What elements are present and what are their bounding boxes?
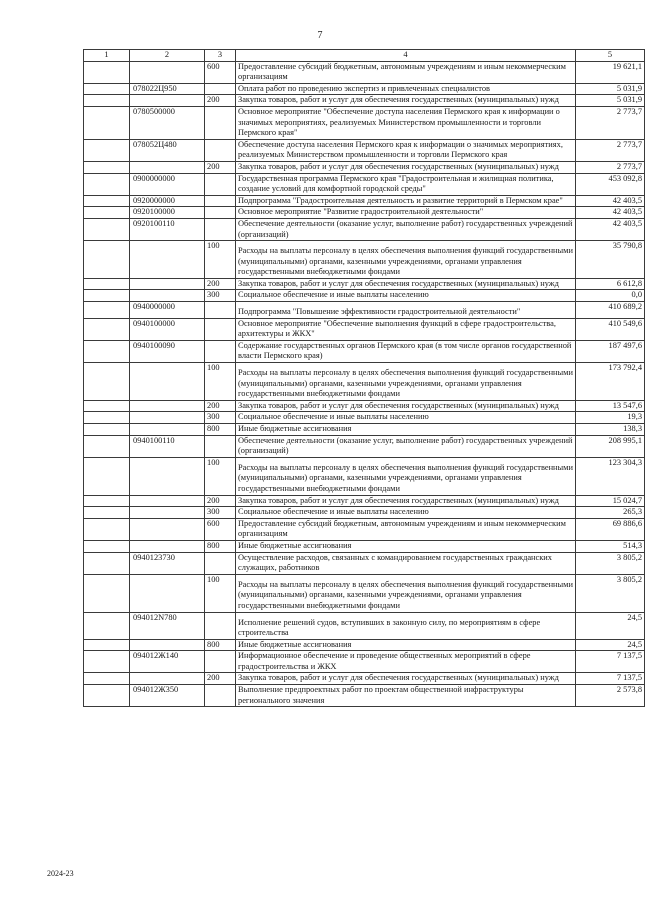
cell-blank (84, 400, 130, 412)
cell-blank (84, 412, 130, 424)
cell-type: 200 (205, 161, 236, 173)
cell-code: 0920100110 (130, 218, 205, 240)
table-row (84, 651, 645, 673)
cell-type (205, 173, 236, 195)
cell-name: Социальное обеспечение и иные выплаты населению (236, 507, 576, 519)
cell-name: Предоставление субсидий бюджетным, автономным учреждениям и иным некоммерческим организациям (236, 518, 576, 540)
cell-blank (84, 61, 130, 83)
header-row (84, 50, 645, 62)
cell-code: 078022Ц950 (130, 83, 205, 95)
cell-name: Исполнение решений судов, вступивших в законную силу, по мероприятиям в сфере строительства (236, 612, 576, 639)
header-col-5: 5 (576, 50, 645, 62)
cell-type: 800 (205, 540, 236, 552)
cell-code (130, 400, 205, 412)
cell-code (130, 412, 205, 424)
table-row (84, 639, 645, 651)
cell-code (130, 241, 205, 279)
table-row (84, 318, 645, 340)
cell-blank (84, 518, 130, 540)
cell-type: 200 (205, 400, 236, 412)
cell-code (130, 673, 205, 685)
cell-amount: 265,3 (576, 507, 645, 519)
cell-type: 200 (205, 495, 236, 507)
table-row (84, 495, 645, 507)
cell-blank (84, 302, 130, 319)
cell-code (130, 61, 205, 83)
cell-amount: 138,3 (576, 424, 645, 436)
cell-type (205, 340, 236, 362)
cell-code: 094012N780 (130, 612, 205, 639)
cell-blank (84, 207, 130, 219)
header-col-1: 1 (84, 50, 130, 62)
table-row (84, 552, 645, 574)
table-body (84, 61, 645, 707)
table-row (84, 278, 645, 290)
cell-code (130, 290, 205, 302)
cell-blank (84, 318, 130, 340)
cell-type: 300 (205, 507, 236, 519)
cell-blank (84, 574, 130, 612)
cell-amount: 208 995,1 (576, 435, 645, 457)
cell-type (205, 218, 236, 240)
cell-code (130, 507, 205, 519)
table-row (84, 218, 645, 240)
cell-amount: 410 549,6 (576, 318, 645, 340)
cell-type: 800 (205, 424, 236, 436)
cell-amount: 123 304,3 (576, 457, 645, 495)
cell-name: Закупка товаров, работ и услуг для обеспечения государственных (муниципальных) нужд (236, 400, 576, 412)
cell-amount: 5 031,9 (576, 83, 645, 95)
cell-code (130, 639, 205, 651)
header-col-3: 3 (205, 50, 236, 62)
cell-amount: 514,3 (576, 540, 645, 552)
cell-name: Закупка товаров, работ и услуг для обеспечения государственных (муниципальных) нужд (236, 495, 576, 507)
cell-name: Обеспечение доступа населения Пермского края к информации о значимых мероприятиях, реализуемых Министерством промышленности и торговли Пермского края (236, 139, 576, 161)
table-row (84, 612, 645, 639)
cell-blank (84, 651, 130, 673)
cell-code: 0940100110 (130, 435, 205, 457)
cell-code: 0940100090 (130, 340, 205, 362)
table-row (84, 241, 645, 279)
cell-name: Социальное обеспечение и иные выплаты населению (236, 290, 576, 302)
cell-name: Содержание государственных органов Пермского края (в том числе органов государственной власти Пермского края) (236, 340, 576, 362)
cell-code: 0920100000 (130, 207, 205, 219)
table-row (84, 95, 645, 107)
table-row (84, 457, 645, 495)
table-row (84, 424, 645, 436)
cell-amount: 187 497,6 (576, 340, 645, 362)
table-row (84, 518, 645, 540)
cell-amount: 453 092,8 (576, 173, 645, 195)
cell-amount: 6 612,8 (576, 278, 645, 290)
table-row (84, 507, 645, 519)
cell-blank (84, 673, 130, 685)
cell-code: 0940000000 (130, 302, 205, 319)
cell-amount: 3 805,2 (576, 552, 645, 574)
table-row (84, 400, 645, 412)
cell-type: 600 (205, 518, 236, 540)
page-number: 7 (317, 30, 323, 41)
table-row (84, 363, 645, 401)
cell-blank (84, 173, 130, 195)
cell-blank (84, 161, 130, 173)
cell-type (205, 106, 236, 139)
header-col-4: 4 (236, 50, 576, 62)
table-row (84, 106, 645, 139)
cell-blank (84, 95, 130, 107)
cell-type: 200 (205, 278, 236, 290)
cell-name: Закупка товаров, работ и услуг для обеспечения государственных (муниципальных) нужд (236, 673, 576, 685)
cell-amount: 173 792,4 (576, 363, 645, 401)
cell-blank (84, 340, 130, 362)
cell-blank (84, 685, 130, 707)
cell-code: 094012Ж140 (130, 651, 205, 673)
cell-code (130, 540, 205, 552)
cell-name: Закупка товаров, работ и услуг для обеспечения государственных (муниципальных) нужд (236, 161, 576, 173)
cell-amount: 69 886,6 (576, 518, 645, 540)
cell-name: Государственная программа Пермского края "Градостроительная и жилищная политика, создание условий для комфортной городской среды" (236, 173, 576, 195)
cell-name: Подпрограмма "Градостроительная деятельность и развитие территорий в Пермском крае" (236, 195, 576, 207)
table-row (84, 302, 645, 319)
table-row (84, 61, 645, 83)
cell-name: Предоставление субсидий бюджетным, автономным учреждениям и иным некоммерческим организациям (236, 61, 576, 83)
cell-code (130, 161, 205, 173)
table-row (84, 173, 645, 195)
cell-blank (84, 495, 130, 507)
cell-amount: 15 024,7 (576, 495, 645, 507)
cell-type (205, 207, 236, 219)
cell-type (205, 318, 236, 340)
cell-name: Информационное обеспечение и проведение общественных мероприятий в сфере градостроительства и ЖКХ (236, 651, 576, 673)
cell-code: 094012Ж350 (130, 685, 205, 707)
cell-code: 0920000000 (130, 195, 205, 207)
cell-amount: 5 031,9 (576, 95, 645, 107)
cell-type: 600 (205, 61, 236, 83)
cell-name: Выполнение предпроектных работ по проектам общественной инфраструктуры регионального значения (236, 685, 576, 707)
cell-type (205, 302, 236, 319)
table-row (84, 540, 645, 552)
cell-name: Основное мероприятие "Обеспечение доступа населения Пермского края к информации о значимых мероприятиях, реализуемых Министерством промышленности и торговли Пермского края" (236, 106, 576, 139)
cell-amount: 42 403,5 (576, 218, 645, 240)
cell-type: 200 (205, 673, 236, 685)
cell-code: 0940123730 (130, 552, 205, 574)
cell-name: Социальное обеспечение и иные выплаты населению (236, 412, 576, 424)
cell-amount: 7 137,5 (576, 673, 645, 685)
cell-blank (84, 424, 130, 436)
cell-amount: 7 137,5 (576, 651, 645, 673)
cell-name: Расходы на выплаты персоналу в целях обеспечения выполнения функций государственными (муниципальными) органами, казенными учреждениями, органами управления государственными внебюджетными фондами (236, 363, 576, 401)
cell-code (130, 518, 205, 540)
cell-type: 800 (205, 639, 236, 651)
cell-blank (84, 83, 130, 95)
table-row (84, 139, 645, 161)
cell-name: Закупка товаров, работ и услуг для обеспечения государственных (муниципальных) нужд (236, 278, 576, 290)
cell-amount: 410 689,2 (576, 302, 645, 319)
cell-blank (84, 106, 130, 139)
cell-blank (84, 457, 130, 495)
table-row (84, 685, 645, 707)
cell-name: Оплата работ по проведению экспертиз и привлеченных специалистов (236, 83, 576, 95)
footer-code: 2024-23 (47, 869, 74, 878)
cell-name: Иные бюджетные ассигнования (236, 424, 576, 436)
cell-amount: 0,0 (576, 290, 645, 302)
cell-code (130, 495, 205, 507)
cell-code (130, 457, 205, 495)
cell-name: Расходы на выплаты персоналу в целях обеспечения выполнения функций государственными (муниципальными) органами, казенными учреждениями, органами управления государственными внебюджетными фондами (236, 457, 576, 495)
cell-name: Обеспечение деятельности (оказание услуг, выполнение работ) государственных учреждений (организаций) (236, 218, 576, 240)
cell-code (130, 363, 205, 401)
cell-name: Расходы на выплаты персоналу в целях обеспечения выполнения функций государственными (муниципальными) органами, казенными учреждениями, органами управления государственными внебюджетными фондами (236, 574, 576, 612)
cell-type (205, 83, 236, 95)
table-row (84, 83, 645, 95)
cell-code: 0940100000 (130, 318, 205, 340)
cell-blank (84, 540, 130, 552)
cell-name: Закупка товаров, работ и услуг для обеспечения государственных (муниципальных) нужд (236, 95, 576, 107)
cell-amount: 2 773,7 (576, 161, 645, 173)
table-row (84, 574, 645, 612)
cell-type: 300 (205, 290, 236, 302)
cell-code (130, 95, 205, 107)
cell-blank (84, 612, 130, 639)
cell-name: Иные бюджетные ассигнования (236, 540, 576, 552)
cell-blank (84, 218, 130, 240)
cell-blank (84, 552, 130, 574)
table-row (84, 673, 645, 685)
cell-type (205, 435, 236, 457)
header-col-2: 2 (130, 50, 205, 62)
cell-code: 0900000000 (130, 173, 205, 195)
cell-name: Иные бюджетные ассигнования (236, 639, 576, 651)
cell-amount: 19,3 (576, 412, 645, 424)
table-row (84, 207, 645, 219)
budget-table (83, 49, 645, 707)
cell-name: Основное мероприятие "Обеспечение выполнения функций в сфере градостроительства, архитектуры и ЖКХ" (236, 318, 576, 340)
cell-amount: 2 573,8 (576, 685, 645, 707)
cell-name: Осуществление расходов, связанных с командированием государственных гражданских служащих, работников (236, 552, 576, 574)
cell-code: 078052Ц480 (130, 139, 205, 161)
cell-name: Расходы на выплаты персоналу в целях обеспечения выполнения функций государственными (муниципальными) органами, казенными учреждениями, органами управления государственными внебюджетными фондами (236, 241, 576, 279)
cell-amount: 35 790,8 (576, 241, 645, 279)
cell-blank (84, 139, 130, 161)
cell-type (205, 195, 236, 207)
table-row (84, 290, 645, 302)
cell-blank (84, 290, 130, 302)
table-row (84, 195, 645, 207)
cell-name: Основное мероприятие "Развитие градостроительной деятельности" (236, 207, 576, 219)
cell-amount: 19 621,1 (576, 61, 645, 83)
cell-blank (84, 278, 130, 290)
cell-blank (84, 195, 130, 207)
cell-amount: 3 805,2 (576, 574, 645, 612)
cell-code (130, 574, 205, 612)
cell-code (130, 278, 205, 290)
cell-blank (84, 241, 130, 279)
cell-blank (84, 639, 130, 651)
cell-type (205, 612, 236, 639)
table-row (84, 161, 645, 173)
cell-type (205, 139, 236, 161)
table-row (84, 412, 645, 424)
cell-blank (84, 507, 130, 519)
cell-amount: 13 547,6 (576, 400, 645, 412)
cell-type (205, 552, 236, 574)
cell-type (205, 685, 236, 707)
cell-blank (84, 363, 130, 401)
cell-blank (84, 435, 130, 457)
cell-name: Обеспечение деятельности (оказание услуг, выполнение работ) государственных учреждений (организаций) (236, 435, 576, 457)
cell-name: Подпрограмма "Повышение эффективности градостроительной деятельности" (236, 302, 576, 319)
cell-type: 100 (205, 457, 236, 495)
cell-amount: 42 403,5 (576, 207, 645, 219)
cell-type: 100 (205, 574, 236, 612)
cell-type: 100 (205, 363, 236, 401)
cell-type: 200 (205, 95, 236, 107)
cell-amount: 2 773,7 (576, 106, 645, 139)
table-row (84, 435, 645, 457)
cell-amount: 42 403,5 (576, 195, 645, 207)
cell-code: 0780500000 (130, 106, 205, 139)
cell-amount: 24,5 (576, 639, 645, 651)
cell-type (205, 651, 236, 673)
cell-amount: 2 773,7 (576, 139, 645, 161)
cell-type: 100 (205, 241, 236, 279)
cell-code (130, 424, 205, 436)
cell-type: 300 (205, 412, 236, 424)
cell-amount: 24,5 (576, 612, 645, 639)
table-row (84, 340, 645, 362)
